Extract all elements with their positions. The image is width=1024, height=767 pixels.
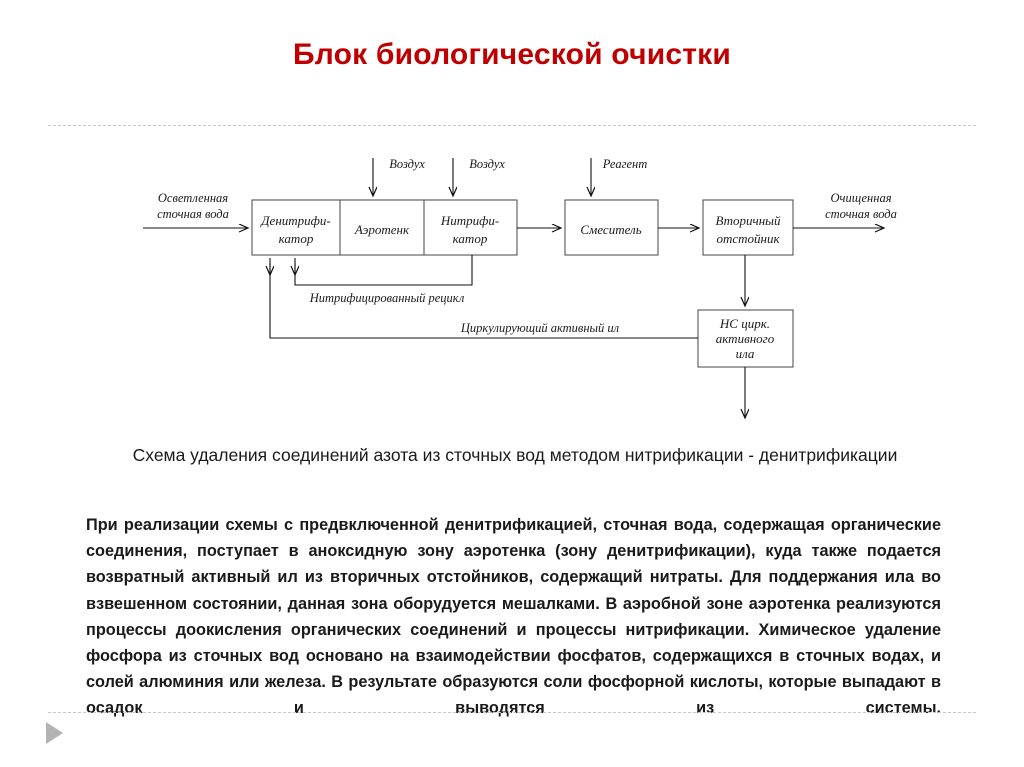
divider-top [48, 125, 976, 126]
box-label-pump-station-line3: ила [735, 346, 755, 361]
box-label-aerotank: Аэротенк [354, 222, 410, 237]
flow-label-return-sludge: Циркулирующий активный ил [460, 321, 620, 335]
play-triangle-icon[interactable] [46, 722, 63, 744]
diagram-caption: Схема удаления соединений азота из сточных вод методом нитрификации - денитрификации [132, 445, 898, 465]
box-label-pump-station-line2: активного [715, 331, 775, 346]
flow-label-outlet-line2: сточная вода [825, 207, 897, 221]
flow-label-air-1: Воздух [389, 157, 425, 171]
body-paragraph: При реализации схемы с предвключенной денитрификацией, сточная вода, содержащая органические соединения, поступает в аноксидную зону аэротенка (зону денитрификации), куда также подается возвратный активный ил из вторичных отстойников, содержащий нитраты. Для поддержания ила во взвешенном состоянии, данная зона оборудуется мешалками. В аэробной зоне аэротенка реализуются процессы доокисления органических соединений и процессы нитрификации. Химическое удаление фосфора из сточных вод основано на взаимодействии фосфатов, содержащихся в сточных водах, и солей алюминия или железа. В результате образуются соли фосфорной кислоты, которые выпадают в осадок и выводятся из системы. [86, 516, 941, 718]
flow-label-inlet-line1: Осветленная [157, 191, 229, 205]
box-label-pump-station-line1: НС цирк. [719, 316, 771, 331]
divider-bottom [48, 712, 976, 713]
flow-label-inlet-line2: сточная вода [157, 207, 229, 221]
flow-label-air-2: Воздух [469, 157, 505, 171]
box-label-denitrificator-line1: Денитрифи- [261, 213, 331, 228]
box-label-secondary-clarifier-line1: Вторичный [715, 213, 781, 228]
flow-label-outlet-line1: Очищенная [830, 191, 892, 205]
box-label-secondary-clarifier-line2: отстойник [716, 231, 780, 246]
flow-label-nitrified-recycle: Нитрифицированный рецикл [309, 291, 465, 305]
box-label-nitrificator-line1: Нитрифи- [440, 213, 500, 228]
box-label-denitrificator-line2: катор [278, 231, 314, 246]
box-label-nitrificator-line2: катор [452, 231, 488, 246]
flow-label-reagent: Реагент [602, 157, 648, 171]
page-title: Блок биологической очистки [293, 38, 731, 71]
box-label-mixer: Смеситель [580, 222, 642, 237]
process-flow-diagram [0, 140, 1024, 430]
